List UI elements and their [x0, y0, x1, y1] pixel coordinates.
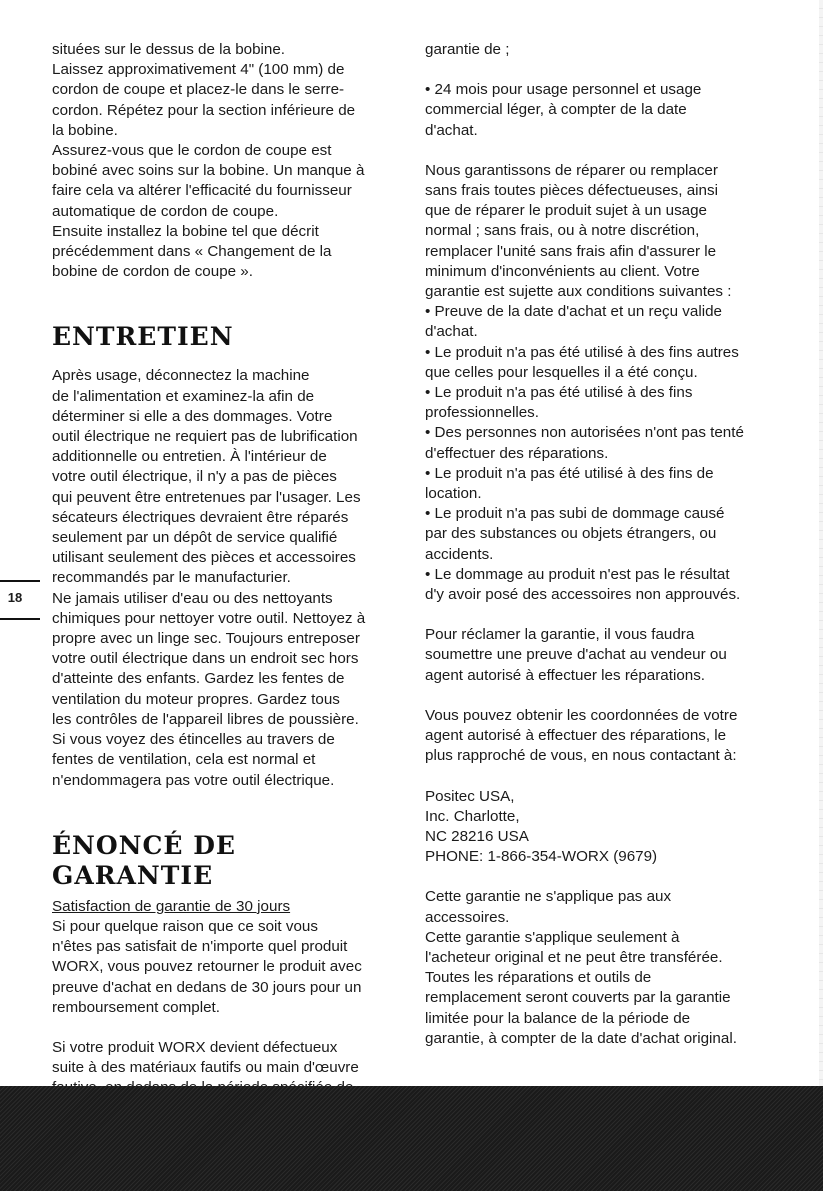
spacer — [52, 791, 404, 831]
page-number-tab — [0, 580, 40, 620]
warranty-paragraph-1: Si pour quelque raison que ce soit vous n'êtes pas satisfait de n'importe quel produit WORX, vous pouvez retourner le produit avec preuve d'achat en dedans de 30 jours pour un remboursement complet. — [52, 917, 362, 1016]
spacer — [425, 141, 777, 161]
spacer — [425, 605, 777, 625]
spacer — [52, 352, 404, 366]
warranty-subheading: Satisfaction de garantie de 30 jours — [52, 897, 291, 915]
claim-paragraph: Pour réclamer la garantie, il vous faudra soumettre une preuve d'achat au vendeur ou agent autorisé à effectuer les réparations. — [425, 626, 727, 684]
warranty-period-intro: garantie de ; — [425, 41, 510, 58]
maintenance-paragraph: Après usage, déconnectez la machine de l'alimentation et examinez-la afin de déterminer si elle a des dommages. Votre outil électrique ne requiert pas de lubrification additionnelle ou entretien. À l'intérieur de votre outil électrique, il n'y a pas de pièces qui peuvent être entretenues par l'usager. Les sécateurs électriques devraient être réparés seulement par un dépôt de service qualifié utilisant seulement des pièces et accessoires recommandés par le manufacturier. Ne jamais utiliser d'eau ou des nettoyants chimiques pour nettoyer votre outil. Nettoyez à propre avec un linge sec. Toujours entreposer votre outil électrique dans un endroit sec hors d'atteinte des enfants. Gardez les fentes de ventilation du moteur propres. Gardez tous les contrôles de l'appareil libres de poussière. Si vous voyez des étincelles au travers de fentes de ventilation, cela est normal et n'endommagera pas votre outil électrique. — [52, 367, 366, 789]
spacer — [52, 1018, 404, 1038]
spacer — [425, 60, 777, 80]
warranty-paragraph-2: Si votre produit WORX devient défectueux suite à des matériaux fautifs ou main d'œuvre — [52, 1038, 359, 1077]
warranty-heading: ÉNONCÉ DE GARANTIE — [52, 830, 236, 890]
spacer — [52, 282, 404, 322]
warranty-conditions: Nous garantissons de réparer ou remplacer sans frais toutes pièces défectueuses, ainsi que de réparer le produit sujet à un usage normal ; sans frais, ou à notre discrétion, remplacer l'unité sans frais afin d'assurer le minimum d'inconvénients au client. Votre garantie est sujette aux conditions suivantes : • Preuve de la date d'achat et un reçu valide d'achat. • Le produit n'a pas été utilisé à des fins autres que celles pour lesquelles il a été conçu. • Le produit n'a pas été utilisé à des fins professionnelles. • Des personnes non autorisées n'ont pas tenté d'effectuer des réparations. • Le produit n'a pas été utilisé à des fins de location. • Le produit n'a pas subi de dommage causé par des substances ou objets étrangers, ou accidents. • Le dommage au produit n'est pas le résultat d'y avoir posé des accessoires non approuvés. — [425, 161, 744, 604]
page-edge-strip — [819, 0, 823, 1191]
contact-paragraph: Vous pouvez obtenir les coordonnées de votre agent autorisé à effectuer des réparations, le plus rapproché de vous, en nous contactant à: — [425, 706, 738, 765]
left-column — [52, 40, 404, 1099]
page-number: 18 — [7, 590, 23, 605]
company-address: Positec USA, Inc. Charlotte, NC 28216 USA PHONE: 1-866-354-WORX (9679) — [425, 787, 658, 866]
spacer — [425, 686, 777, 706]
intro-paragraph: situées sur le dessus de la bobine. Laissez approximativement 4" (100 mm) de cordon de coupe et placez-le dans le serre- cordon. Répétez pour la section inférieure de la bobine. Assurez-vous que le cordon de coupe est bobiné avec soins sur la bobine. Un manque à faire cela va altérer l'efficacité du fournisseur automatique de cordon de coupe. Ensuite installez la bobine tel que décrit précédemment dans « Changement de la bobine de cordon de coupe ». — [52, 41, 365, 281]
maintenance-heading: ENTRETIEN — [52, 322, 234, 352]
right-column — [425, 40, 777, 1049]
footer-band — [0, 1086, 823, 1191]
spacer — [425, 867, 777, 887]
divider — [0, 618, 40, 620]
accessories-paragraph: Cette garantie ne s'applique pas aux accessoires. Cette garantie s'applique seulement à l'acheteur original et ne peut être transférée. Toutes les réparations et outils de remplacement seront couverts par la garantie limitée pour la balance de la période de garantie, à compter de la date d'achat original. — [425, 888, 737, 1047]
spacer — [425, 767, 777, 787]
divider — [0, 580, 40, 582]
warranty-period-bullet: • 24 mois pour usage personnel et usage commercial léger, à compter de la date d'achat. — [425, 81, 702, 139]
